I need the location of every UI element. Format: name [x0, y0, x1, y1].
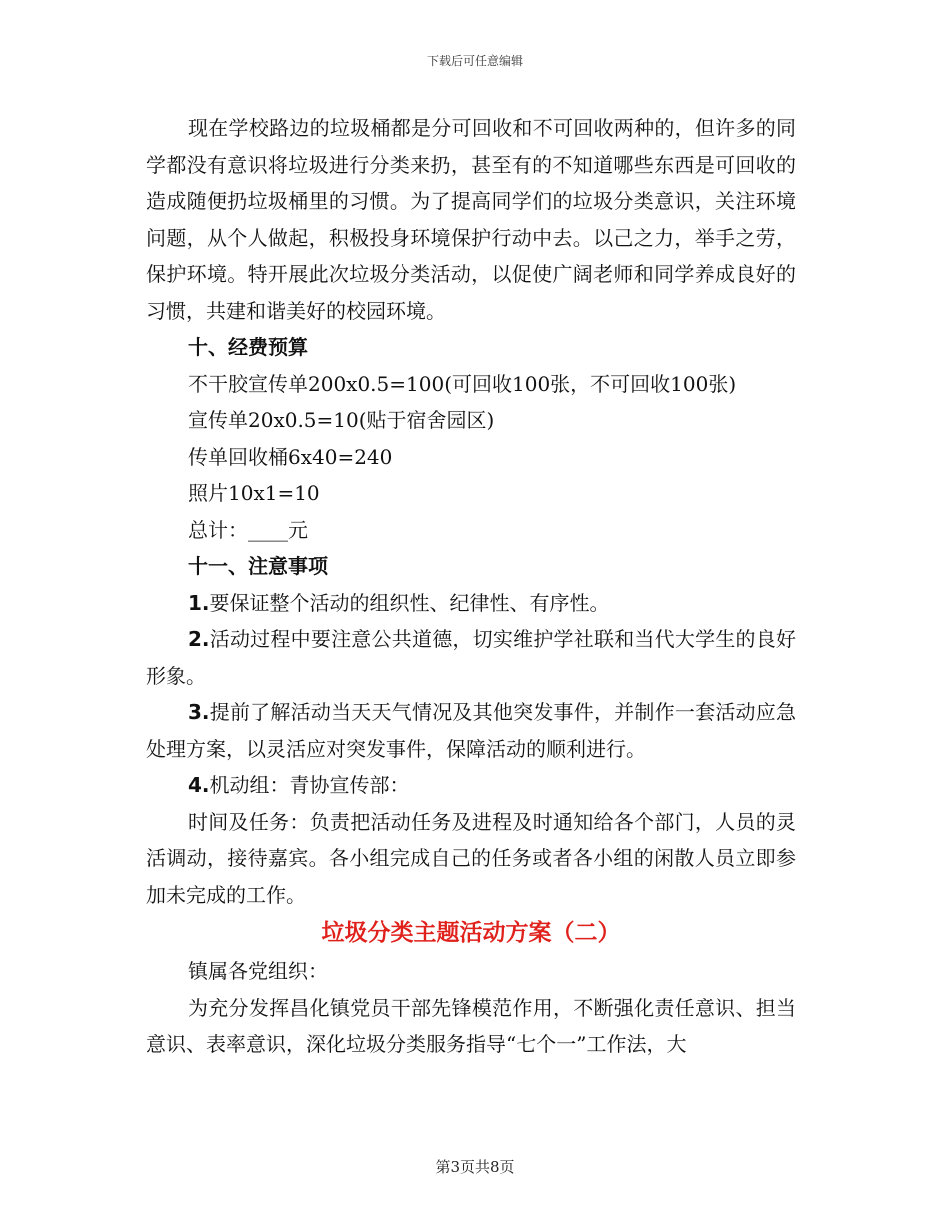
note-item: [146, 585, 796, 622]
note-text: 活动过程中要注意公共道德，切实维护学社联和当代大学生的良好形象。: [146, 627, 796, 688]
budget-item: 宣传单20x0.5=10(贴于宿舍园区): [188, 408, 495, 432]
note-item: [146, 621, 796, 694]
note-number: 3.: [188, 700, 210, 724]
page-header: 下载后可任意编辑: [426, 54, 523, 68]
section-heading-budget: 十、经费预算: [188, 335, 308, 359]
document-body: [146, 110, 796, 1063]
budget-item: 不干胶宣传单200x0.5=100(可回收100张，不可回收100张): [188, 371, 737, 396]
note-text: 提前了解活动当天天气情况及其他突发事件，并制作一套活动应急处理方案，以灵活应对突发事件，保障活动的顺利进行。: [146, 700, 796, 761]
document-title: 垃圾分类主题活动方案（二）: [321, 920, 621, 946]
budget-total: 总计：____元: [188, 517, 308, 542]
budget-item: 照片10x1=10: [188, 481, 320, 505]
note-item: [146, 694, 796, 767]
budget-item: 传单回收桶6x40=240: [188, 444, 393, 469]
note-number: 2.: [188, 627, 210, 651]
note-item: [146, 767, 796, 804]
note-text: 要保证整个活动的组织性、纪律性、有序性。: [209, 590, 610, 615]
note-number: 1.: [188, 590, 210, 615]
intro-paragraph: 现在学校路边的垃圾桶都是分可回收和不可回收两种的，但许多的同学都没有意识将垃圾进行分类来扔，甚至有的不知道哪些东西是可回收的造成随便扔垃圾桶里的习惯。为了提高同学们的垃圾分类意识，关注环境问题，从个人做起，积极投身环境保护行动中去。以己之力，举手之劳，保护环境。特开展此次垃圾分类活动，以促使广阔老师和同学养成良好的习惯，共建和谐美好的校园环境。: [146, 116, 796, 323]
section-heading-notes: 十一、注意事项: [188, 554, 328, 578]
note-text: 机动组：青协宣传部：: [209, 773, 410, 797]
salutation: 镇属各党组织：: [188, 959, 328, 983]
tasks-paragraph: 时间及任务：负责把活动任务及进程及时通知给各个部门，人员的灵活调动，接待嘉宾。各小组完成自己的任务或者各小组的闲散人员立即参加未完成的工作。: [146, 809, 796, 907]
page-footer: 第3页共8页: [435, 1158, 515, 1176]
note-number: 4.: [188, 773, 210, 797]
body-paragraph: 为充分发挥昌化镇党员干部先锋模范作用，不断强化责任意识、担当意识、表率意识，深化垃圾分类服务指导“七个一”工作法，大: [146, 995, 796, 1056]
